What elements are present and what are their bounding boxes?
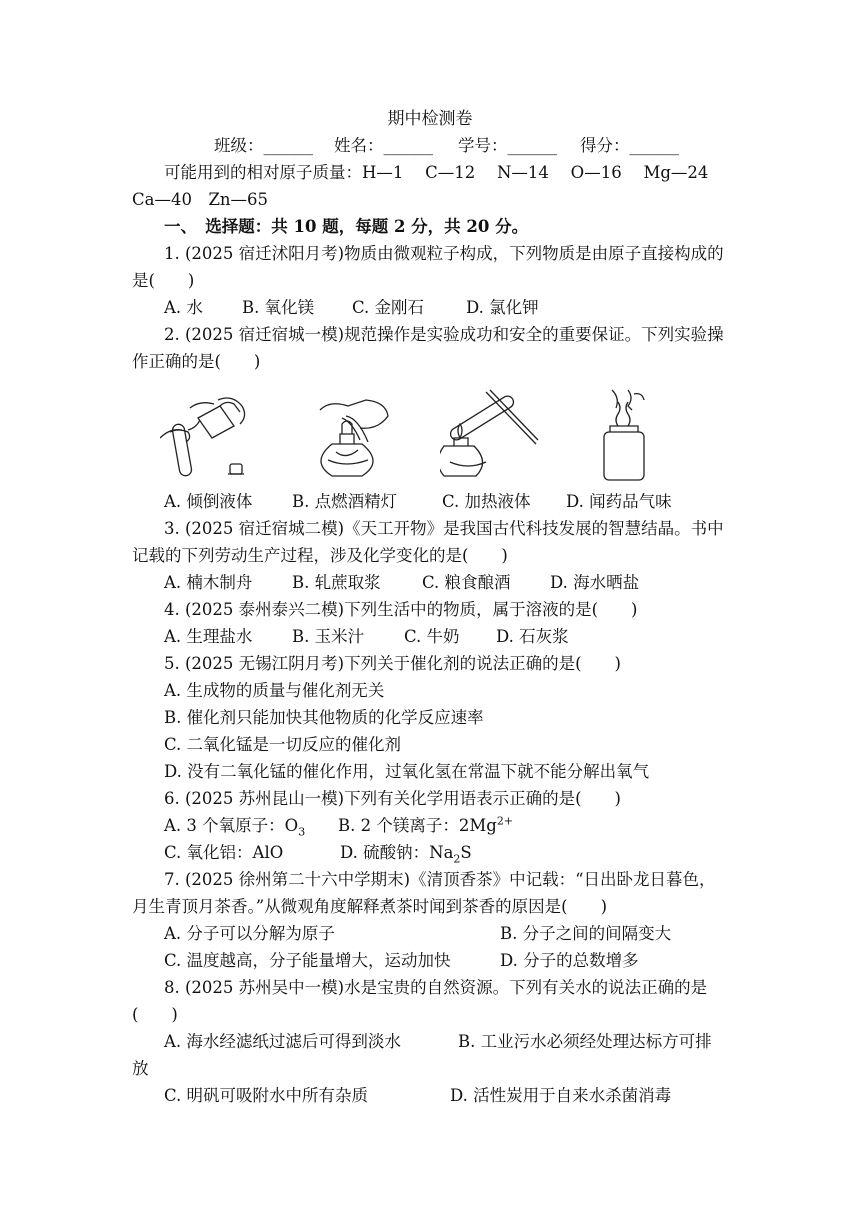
q3-option-d: D. 海水晒盐 [550,573,640,592]
q2-option-b: B. 点燃酒精灯 [292,492,398,511]
heating-liquid-figure [440,388,540,483]
q8-option-c: C. 明矾可吸附水中所有杂质 [164,1086,369,1105]
q3-option-c: C. 粮食酿酒 [422,573,511,592]
class-field: 班级：______ [214,136,313,155]
q3-option-a: A. 楠木制舟 [164,573,253,592]
q1-option-c: C. 金刚石 [352,298,425,317]
q6-option-b: B. 2 个镁离子：$2Mg^{2+}$ [338,814,514,835]
q8-stem-cont: ( ) [132,1005,178,1024]
q1-option-b: B. 氧化镁 [242,298,315,317]
section-heading: 一、 选择题：共 10 题，每题 2 分，共 20 分。 [164,217,529,236]
name-field: 姓名：______ [334,136,433,155]
q6-stem: 6. (2025 苏州昆山一模)下列有关化学用语表示正确的是( ) [164,789,621,808]
q7-stem: 7. (2025 徐州第二十六中学期末)《清顶香茶》中记载：“日出卧龙日暮色， [164,870,716,889]
q5-option-a: A. 生成物的质量与催化剂无关 [164,681,385,700]
q1-stem: 1. (2025 宿迁沭阳月考)物质由微观粒子构成，下列物质是由原子直接构成的 [164,244,724,263]
pouring-liquid-figure [160,388,260,483]
smelling-chemical-figure [590,388,660,483]
score-field: 得分：______ [580,136,679,155]
q1-option-a: A. 水 [164,298,203,317]
q8-option-b-cont: 放 [132,1059,149,1078]
q4-option-a: A. 生理盐水 [164,627,253,646]
q2-stem: 2. (2025 宿迁宿城一模)规范操作是实验成功和安全的重要保证。下列实验操 [164,325,724,344]
q3-stem-cont: 记载的下列劳动生产过程，涉及化学变化的是( ) [132,546,508,565]
q5-option-c: C. 二氧化锰是一切反应的催化剂 [164,735,402,754]
q8-option-b: B. 工业污水必须经处理达标方可排 [458,1032,712,1051]
q4-option-d: D. 石灰浆 [496,627,569,646]
atomic-masses-line2: Ca—40 Zn—65 [132,190,269,209]
atomic-masses-line1: 可能用到的相对原子质量：H—1 C—12 N—14 O—16 Mg—24 [164,163,709,182]
q2-figures [160,388,700,483]
q7-option-a: A. 分子可以分解为原子 [164,924,335,943]
q4-option-b: B. 玉米汁 [292,627,365,646]
q2-option-a: A. 倾倒液体 [164,492,253,511]
q6-option-c: C. 氧化铝：AlO [164,843,284,862]
q2-option-d: D. 闻药品气味 [566,492,672,511]
q4-option-c: C. 牛奶 [404,627,460,646]
q3-stem: 3. (2025 宿迁宿城二模)《天工开物》是我国古代科技发展的智慧结晶。书中 [164,519,724,538]
q7-stem-cont: 月生青顶月茶香。”从微观角度解释煮茶时闻到茶香的原因是( ) [132,897,608,916]
q1-stem-cont: 是( ) [132,271,195,290]
q6-option-d: D. 硫酸钠：$Na_2S$ [340,843,472,866]
q3-option-b: B. 轧蔗取浆 [292,573,381,592]
q7-option-d: D. 分子的总数增多 [500,951,639,970]
q7-option-c: C. 温度越高，分子能量增大，运动加快 [164,951,451,970]
q5-stem: 5. (2025 无锡江阴月考)下列关于催化剂的说法正确的是( ) [164,654,621,673]
lighting-alcohol-lamp-figure [302,388,402,483]
q5-option-b: B. 催化剂只能加快其他物质的化学反应速率 [164,708,484,727]
student-id-field: 学号：______ [458,136,557,155]
q5-option-d: D. 没有二氧化锰的催化作用，过氧化氢在常温下就不能分解出氧气 [164,762,650,781]
q6-option-a: A. 3 个氧原子：$O_3$ [164,816,306,839]
q8-stem: 8. (2025 苏州吴中一模)水是宝贵的自然资源。下列有关水的说法正确的是 [164,978,708,997]
q7-option-b: B. 分子之间的间隔变大 [500,924,672,943]
q2-stem-cont: 作正确的是( ) [132,352,261,371]
q1-option-d: D. 氯化钾 [466,298,539,317]
q4-stem: 4. (2025 泰州泰兴二模)下列生活中的物质，属于溶液的是( ) [164,600,638,619]
q8-option-a: A. 海水经滤纸过滤后可得到淡水 [164,1032,401,1051]
page-title: 期中检测卷 [387,109,473,129]
q8-option-d: D. 活性炭用于自来水杀菌消毒 [450,1086,672,1105]
q2-option-c: C. 加热液体 [442,492,531,511]
